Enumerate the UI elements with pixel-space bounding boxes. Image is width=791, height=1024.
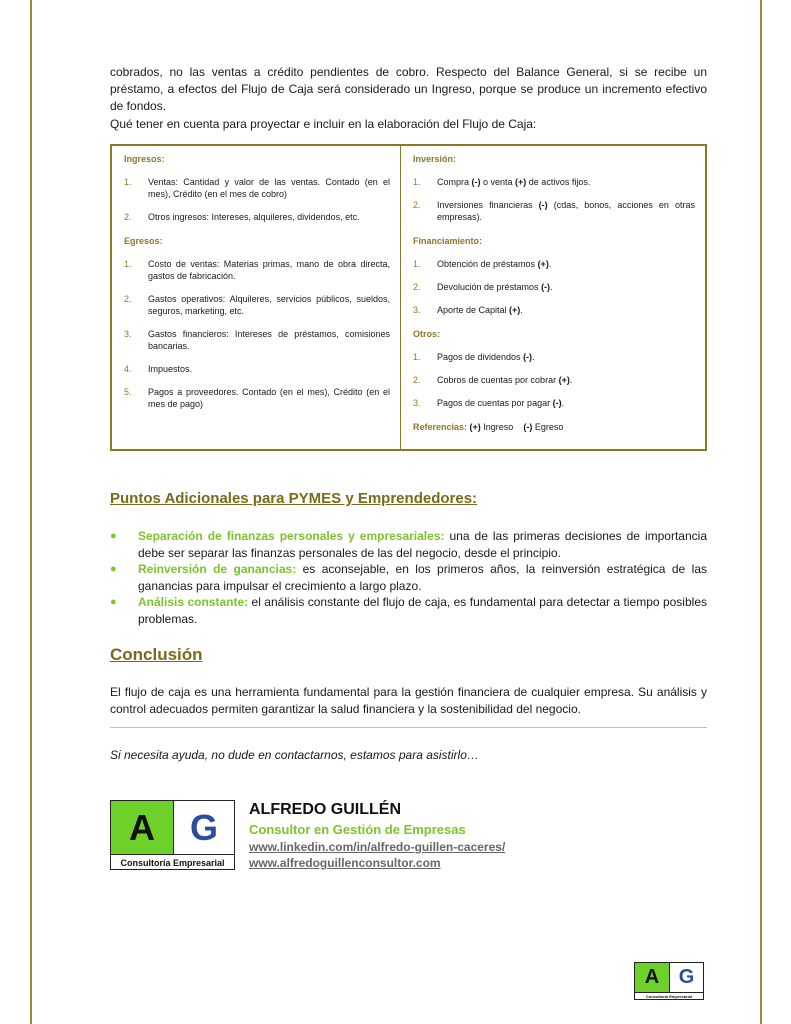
item-text — [437, 199, 695, 223]
contact-name: ALFREDO GUILLÉN — [249, 801, 401, 818]
table-right-column — [401, 146, 705, 449]
list-item — [413, 351, 695, 363]
divider — [110, 727, 707, 728]
logo-caption: Consultoría Empresarial — [635, 992, 703, 1000]
item-number: 3. — [413, 398, 421, 408]
plus-sign: (+) — [537, 259, 549, 269]
plus-sign: (+) — [469, 422, 481, 432]
item-text — [437, 281, 695, 293]
bullet-icon: ● — [110, 530, 117, 542]
list-item — [124, 386, 390, 410]
item-text: Ventas: Cantidad y valor de las ventas. Contado (en el mes), Crédito (en el mes de cobro) — [148, 177, 390, 199]
financiamiento-list — [413, 258, 695, 316]
item-body: una de las primeras decisiones de importancia debe ser separar las finanzas personales de las del negocio, desde el principio. — [138, 529, 707, 560]
item-text-part: o venta — [480, 177, 516, 187]
item-number: 4. — [124, 364, 132, 374]
egreso-label: Egreso — [532, 422, 564, 432]
linkedin-link[interactable]: www.linkedin.com/in/alfredo-guillen-caceres/ — [249, 840, 506, 854]
company-logo — [110, 800, 235, 870]
item-text-part: . — [561, 398, 565, 408]
item-text-part: Obtención de préstamos — [437, 259, 538, 269]
minus-sign: (-) — [552, 398, 562, 408]
egresos-heading: Egresos: — [124, 236, 163, 246]
inversion-heading: Inversión: — [413, 154, 457, 164]
item-text-part: (cdas, bonos, acciones en otras empresas). — [437, 200, 695, 222]
item-number: 1. — [413, 259, 421, 269]
item-number: 2. — [413, 375, 421, 385]
logo-letters — [635, 963, 703, 992]
list-item — [124, 293, 390, 317]
item-text — [138, 594, 707, 627]
otros-list — [413, 351, 695, 409]
minus-sign: (-) — [471, 177, 481, 187]
item-number: 2. — [413, 282, 421, 292]
item-text-part: de activos fijos. — [526, 177, 591, 187]
list-item — [413, 258, 695, 270]
referencias-label: Referencias: — [413, 422, 468, 432]
item-text-part: Pagos de cuentas por pagar — [437, 398, 553, 408]
item-text — [437, 176, 695, 188]
item-number: 3. — [413, 305, 421, 315]
item-text: Otros ingresos: Intereses, alquileres, dividendos, etc. — [148, 212, 360, 222]
lead-paragraph: Qué tener en cuenta para proyectar e incluir en la elaboración del Flujo de Caja: — [110, 117, 537, 131]
item-text — [437, 304, 695, 316]
item-body: es aconsejable, en los primeros años, la reinversión estratégica de las ganancias para impulsar el crecimiento a largo plazo. — [138, 562, 707, 593]
logo-caption: Consultoría Empresarial — [111, 854, 234, 871]
item-text-part: . — [532, 352, 535, 362]
inversion-list — [413, 176, 695, 223]
item-text-part: . — [550, 282, 553, 292]
list-item — [413, 374, 695, 386]
plus-sign: (+) — [515, 177, 527, 187]
list-item — [124, 328, 390, 352]
item-number: 2. — [124, 294, 132, 304]
item-text — [138, 528, 707, 561]
footer-logo — [634, 962, 704, 1000]
list-item — [124, 258, 390, 282]
puntos-list — [110, 528, 707, 627]
item-text — [138, 561, 707, 594]
item-text-part: Inversiones financieras — [437, 200, 539, 210]
minus-sign: (-) — [541, 282, 551, 292]
item-number: 5. — [124, 387, 132, 397]
item-text — [437, 258, 695, 270]
logo-letter-g: G — [174, 801, 234, 854]
table-left-column — [112, 146, 401, 449]
logo-letters — [111, 801, 234, 854]
bullet-icon: ● — [110, 596, 117, 608]
list-item — [413, 397, 695, 409]
item-text-part: Devolución de préstamos — [437, 282, 542, 292]
item-number: 2. — [413, 200, 421, 210]
item-number: 1. — [413, 177, 421, 187]
item-number: 2. — [124, 212, 132, 222]
bullet-icon: ● — [110, 563, 117, 575]
item-number: 1. — [124, 177, 132, 187]
contact-role: Consultor en Gestión de Empresas — [249, 822, 466, 837]
list-item — [413, 304, 695, 316]
list-item — [110, 594, 707, 627]
conclusion-heading: Conclusión — [110, 645, 203, 664]
minus-sign: (-) — [523, 422, 533, 432]
list-item — [110, 528, 707, 561]
item-text: Gastos financieros: Intereses de préstamos, comisiones bancarias. — [148, 329, 390, 351]
minus-sign: (-) — [538, 200, 548, 210]
ingresos-heading: Ingresos: — [124, 154, 165, 164]
closing-line: Si necesita ayuda, no dude en contactarnos, estamos para asistirlo… — [110, 748, 479, 762]
item-text — [437, 374, 695, 386]
ingresos-list — [124, 176, 390, 223]
referencias-legend — [413, 421, 695, 433]
otros-heading: Otros: — [413, 329, 440, 339]
cash-flow-table — [110, 144, 707, 451]
puntos-heading: Puntos Adicionales para PYMES y Emprendedores: — [110, 490, 478, 507]
minus-sign: (-) — [523, 352, 533, 362]
egresos-list — [124, 258, 390, 410]
financiamiento-heading: Financiamiento: — [413, 236, 483, 246]
item-body: el análisis constante del flujo de caja, es fundamental para detectar a tiempo posibles problemas. — [138, 595, 707, 626]
contact-block — [249, 800, 505, 871]
plus-sign: (+) — [509, 305, 521, 315]
item-text-part: . — [548, 259, 552, 269]
website-link[interactable]: www.alfredoguillenconsultor.com — [249, 856, 441, 870]
list-item — [124, 176, 390, 200]
item-text: Pagos a proveedores. Contado (en el mes), Crédito (en el mes de pago) — [148, 387, 390, 409]
list-item — [413, 199, 695, 223]
item-text-part: Pagos de dividendos — [437, 352, 524, 362]
item-highlight: Análisis constante: — [138, 595, 249, 609]
item-number: 3. — [124, 329, 132, 339]
item-text — [437, 351, 695, 363]
item-highlight: Reinversión de ganancias: — [138, 562, 297, 576]
item-text-part: . — [569, 375, 573, 385]
item-text — [437, 397, 695, 409]
item-number: 1. — [124, 259, 132, 269]
intro-paragraph: cobrados, no las ventas a crédito pendientes de cobro. Respecto del Balance General, si se recibe un préstamo, a efectos del Flujo de Caja será considerado un Ingreso, porque se produce un incremento efectivo de fondos. — [110, 65, 707, 113]
item-text-part: Cobros de cuentas por cobrar — [437, 375, 559, 385]
page-border-right — [760, 0, 762, 1024]
item-highlight: Separación de finanzas personales y empresariales: — [138, 529, 445, 543]
list-item — [413, 281, 695, 293]
list-item — [124, 363, 390, 375]
list-item — [110, 561, 707, 594]
item-text-part: Aporte de Capital — [437, 305, 510, 315]
ingreso-label: Ingreso — [480, 422, 514, 432]
item-text: Impuestos. — [148, 364, 193, 374]
item-text-part: Compra — [437, 177, 472, 187]
plus-sign: (+) — [558, 375, 570, 385]
page-border-left — [30, 0, 32, 1024]
conclusion-paragraph: El flujo de caja es una herramienta fundamental para la gestión financiera de cualquier empresa. Su análisis y control adecuados permiten garantizar la salud financiera y la sostenibilidad del negocio. — [110, 685, 707, 716]
logo-letter-g: G — [670, 963, 703, 992]
logo-letter-a: A — [111, 801, 174, 854]
list-item — [124, 211, 390, 223]
item-text-part: . — [520, 305, 523, 315]
item-number: 1. — [413, 352, 421, 362]
item-text: Costo de ventas: Materias primas, mano de obra directa, gastos de fabricación. — [148, 259, 390, 281]
logo-letter-a: A — [635, 963, 670, 992]
list-item — [413, 176, 695, 188]
item-text: Gastos operativos: Alquileres, servicios públicos, sueldos, seguros, marketing, etc. — [148, 294, 390, 316]
